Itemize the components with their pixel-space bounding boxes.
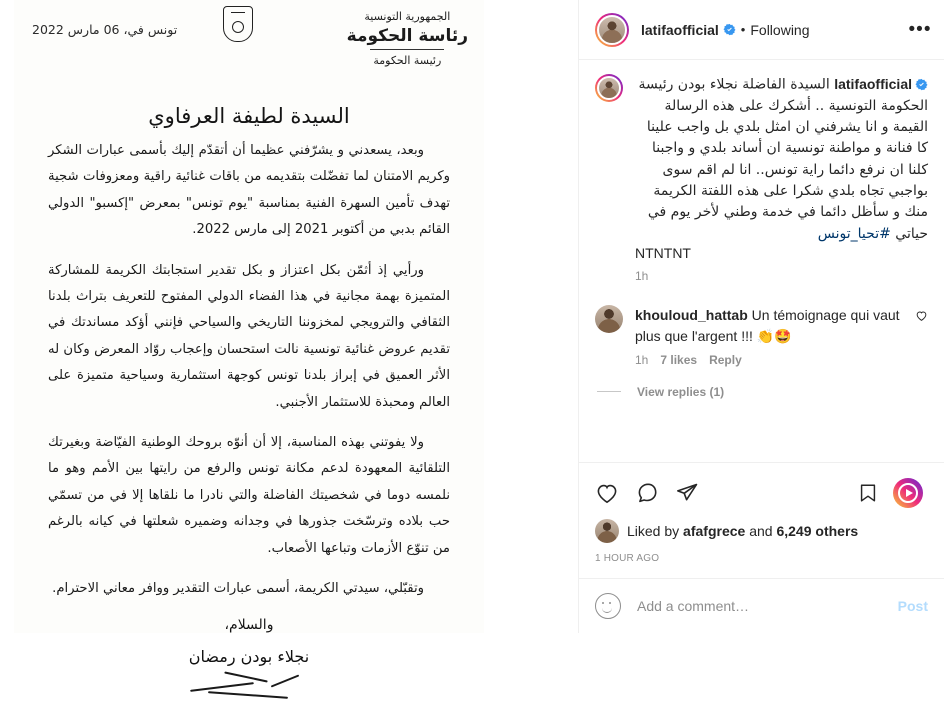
follow-state-button[interactable]: Following [750,21,810,38]
likes-suffix[interactable]: others [815,523,859,539]
caption-timestamp: 1h [635,268,649,283]
divider [370,49,444,50]
post-comment-button[interactable]: Post [888,594,928,618]
reels-audio-button[interactable] [888,473,928,513]
comment-body-text: Un témoignage qui vaut plus que l'argent !!! 👏🤩 [635,306,900,344]
handwritten-signature-icon [184,670,314,704]
tunisia-emblem-icon [210,6,266,44]
letter-header [14,0,484,86]
post-timestamp: 1 HOUR AGO [595,553,660,564]
caption-body-text: السيدة الفاضلة نجلاء بودن رئيسة الحكومة التونسية .. أشكرك على هذه الرسالة القيمة و انا يشرفني ان امثل بلدي بل واجب علينا كا فنانة و مواطنة تونسية ان أساند بلدي و واجبنا كلنا ان نرفع دائما راية تونس.. انا لم اقم سوى بواجبي تجاه بلدي شكرا على هذه اللفتة الكريمة منك و سأظل دائما في خدمة وطني لأخر يوم في حياتي [638,76,928,242]
letter-paragraph: ورأيي إذ أثمّن بكل اعتزاز و بكل تقدير استجابتك الكريمة للمشاركة المتميزة بهمة مجانية في هذا الفضاء الدولي المفتوح للتعريف بتراث بلدنا الثقافي والترويجي لمخزوننا التاريخي والسياحي فإنني أؤكد مساندتك في تقديم عروض غنائية تونسية نالت استحسان وإعجاب روّاد المعرض وكان له الأثر العميق في إبراز بلدنا تونس كوجهة استثمارية وسياحية متميزة على العالم ومحبذة للاستثمار الأجنبي. [48,262,450,410]
caption-extra-line: NTNTNT [635,244,691,261]
comments-scroll-area[interactable] [579,60,944,462]
heart-icon [595,481,619,505]
share-button[interactable] [667,473,707,513]
letter-paragraph: وبعد، يسعدني و يشرّفني عظيما أن أتقدّم إليك بأسمى عبارات الشكر وكريم الامتنان لما تفضّلت بتقديمه من باقات غنائية راقية ومعزوفات شجية تهدف تأمين السهرة الفنية بمناسبة "يوم تونس" بمعرض "إكسبو" الدولي القائم بدبي من أكتوبر 2021 إلى مارس 2022. [48,143,450,238]
letter-closing: والسلام، [224,616,274,633]
caption-block [595,74,928,283]
divider [597,391,621,392]
more-options-icon[interactable]: ••• [908,18,932,40]
letter-org-block [347,10,468,67]
view-replies-button[interactable] [597,385,928,399]
likes-row [595,519,928,543]
letter-body [14,134,484,603]
share-icon [675,481,699,505]
avatar[interactable] [595,74,623,102]
save-button[interactable] [848,473,888,513]
comment-timestamp: 1h [635,352,649,367]
post-author-username[interactable]: latifaofficial [641,21,719,38]
heart-icon[interactable] [915,309,928,322]
caption-text [635,74,928,245]
post-sidebar [578,0,944,633]
verified-badge-icon [915,78,928,91]
likes-middle: and [749,523,773,539]
list-item [595,305,928,367]
avatar[interactable] [595,305,623,333]
comment-meta [635,353,907,367]
comment-input[interactable] [635,597,888,615]
likes-username[interactable]: afafgrece [683,523,746,539]
add-comment-bar [579,578,944,633]
comment-button[interactable] [627,473,667,513]
comment-icon [635,481,659,505]
header-separator: • [740,22,746,37]
comment-like-count[interactable]: 7 likes [660,352,698,367]
comment-reply-button[interactable]: Reply [709,352,742,367]
post-actions-section [579,462,944,578]
likes-prefix: Liked by [627,523,680,539]
comment-author-username[interactable]: khouloud_hattab [635,306,748,323]
org-line-3: رئيسة الحكومة [373,54,442,67]
org-line-1: الجمهورية التونسية [364,10,451,23]
post-actions-row [595,469,928,517]
caption-author-label: latifaofficial [834,76,912,92]
letter-paragraph: ولا يفوتني بهذه المناسبة، إلا أن أنوّه بروحك الوطنية الفيّاضة وبغيرتك التلقائية المعهودة لدعم مكانة تونس والرفع من رايتها بين الأمم وهو ما نلمسه دوما في شخصيتك الفاضلة والتي نادرا ما نلقاها إلا في من تسمّي حب بلاده وترسّخت جذورها في وجدانه وضميره شعلتها في كيانه بالرغم من تنوّع الأزمات وتباعها الأصعاب. [48,435,450,556]
likes-count[interactable]: 6,249 [776,523,812,539]
view-replies-label: View replies (1) [637,384,725,399]
avatar[interactable] [595,13,629,47]
caption-hashtag-link[interactable]: #تحيا_تونس [817,225,891,242]
like-button[interactable] [587,473,627,513]
post-header [579,0,944,60]
verified-badge-icon [723,23,736,36]
org-line-2: رئاسة الحكومة [346,26,468,46]
letter-date: تونس في، 06 مارس 2022 [32,22,178,37]
bookmark-icon [857,482,879,504]
letter-signature-name: نجلاء بودن رمضان [188,646,310,666]
reels-audio-icon [893,478,923,508]
emoji-picker-icon[interactable] [595,593,621,619]
caption-author-username[interactable] [834,74,928,95]
letter-document-image [14,0,484,666]
letter-paragraph: وتقبّلي، سيدتي الكريمة، أسمى عبارات التقدير ووافر معاني الاحترام. [52,581,424,597]
comment-text [635,305,907,347]
letter-recipient: السيدة لطيفة العرفاوي [148,104,350,128]
avatar[interactable] [595,519,619,543]
